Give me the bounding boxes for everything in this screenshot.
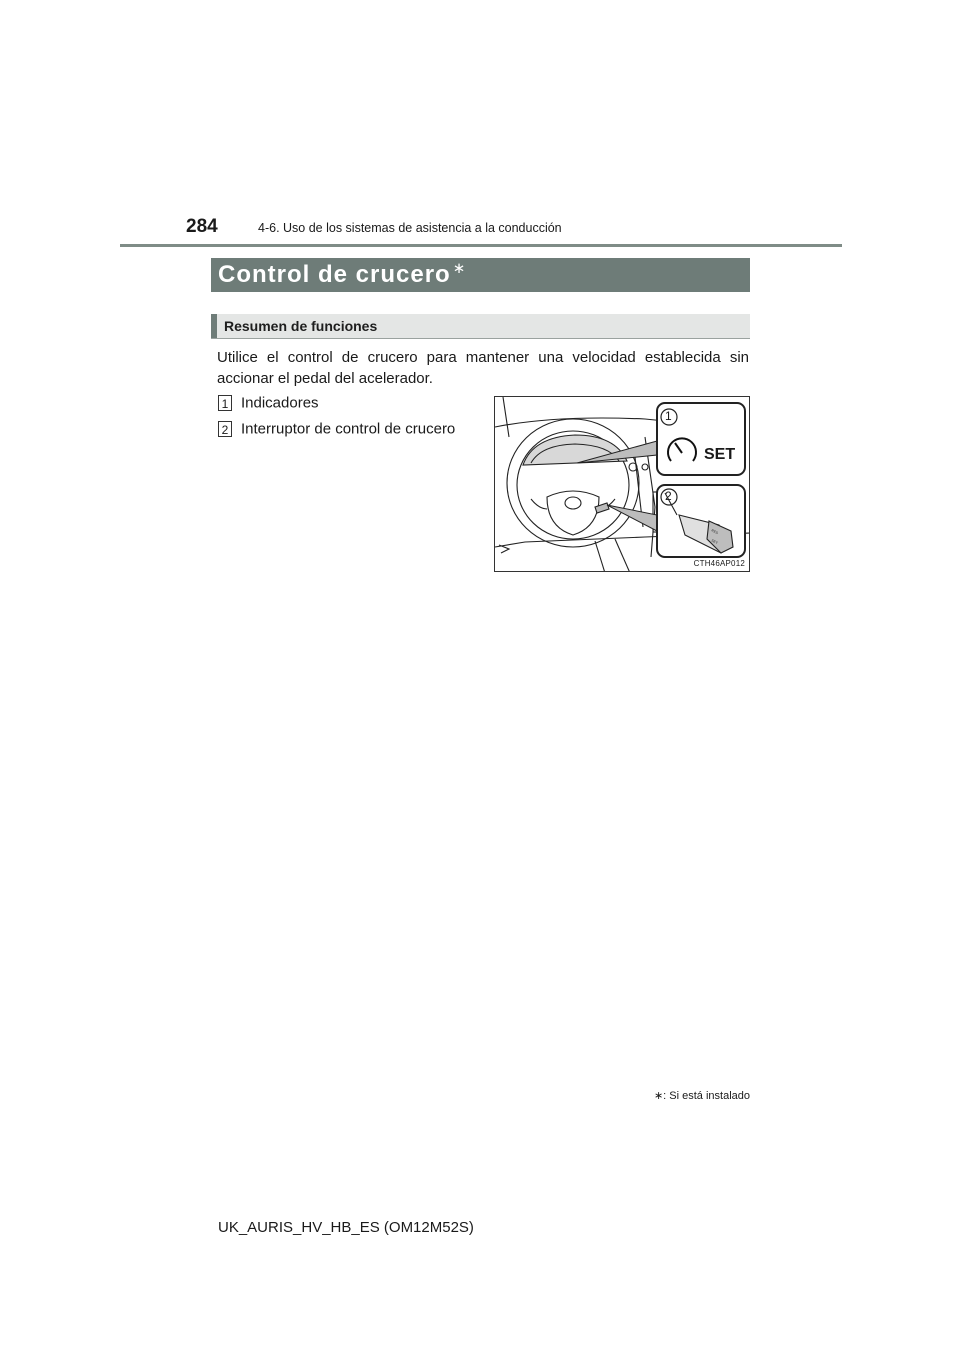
page-number: 284: [186, 216, 218, 237]
svg-text:SET: SET: [710, 538, 719, 546]
header-rule: [120, 244, 842, 247]
section-title-text: Control de crucero: [218, 261, 451, 288]
item-number-badge: 1: [218, 395, 232, 411]
subsection-title-bar: [211, 314, 750, 339]
subsection-title: Resumen de funciones: [224, 318, 378, 334]
section-title-bar: [211, 258, 750, 292]
set-indicator-text: SET: [704, 446, 736, 463]
figure-code: CTH46AP012: [693, 559, 745, 568]
list-item: [218, 394, 319, 412]
footnote: [654, 1089, 750, 1102]
footnote-text: : Si está instalado: [663, 1090, 750, 1102]
cruise-control-illustration: [494, 396, 750, 572]
item-label: Indicadores: [241, 394, 319, 412]
section-title: [218, 261, 466, 289]
intro-paragraph: Utilice el control de crucero para mantener una velocidad establecida sin accionar el pedal del acelerador.: [217, 349, 749, 387]
callout-number-1: 1: [665, 409, 672, 423]
svg-text:RES: RES: [710, 528, 719, 536]
item-label: Interruptor de control de crucero: [241, 420, 456, 438]
document-code: UK_AURIS_HV_HB_ES (OM12M52S): [218, 1219, 474, 1236]
list-item: [218, 420, 455, 438]
running-head: 4-6. Uso de los sistemas de asistencia a la conducción: [258, 221, 562, 235]
asterisk-mark: ∗: [653, 1090, 664, 1102]
callout-number-2: 2: [665, 489, 672, 503]
asterisk-mark: ∗: [452, 260, 467, 277]
item-number-badge: 2: [218, 421, 232, 437]
dashboard-drawing: [495, 397, 750, 572]
subsection-accent: [211, 314, 217, 338]
